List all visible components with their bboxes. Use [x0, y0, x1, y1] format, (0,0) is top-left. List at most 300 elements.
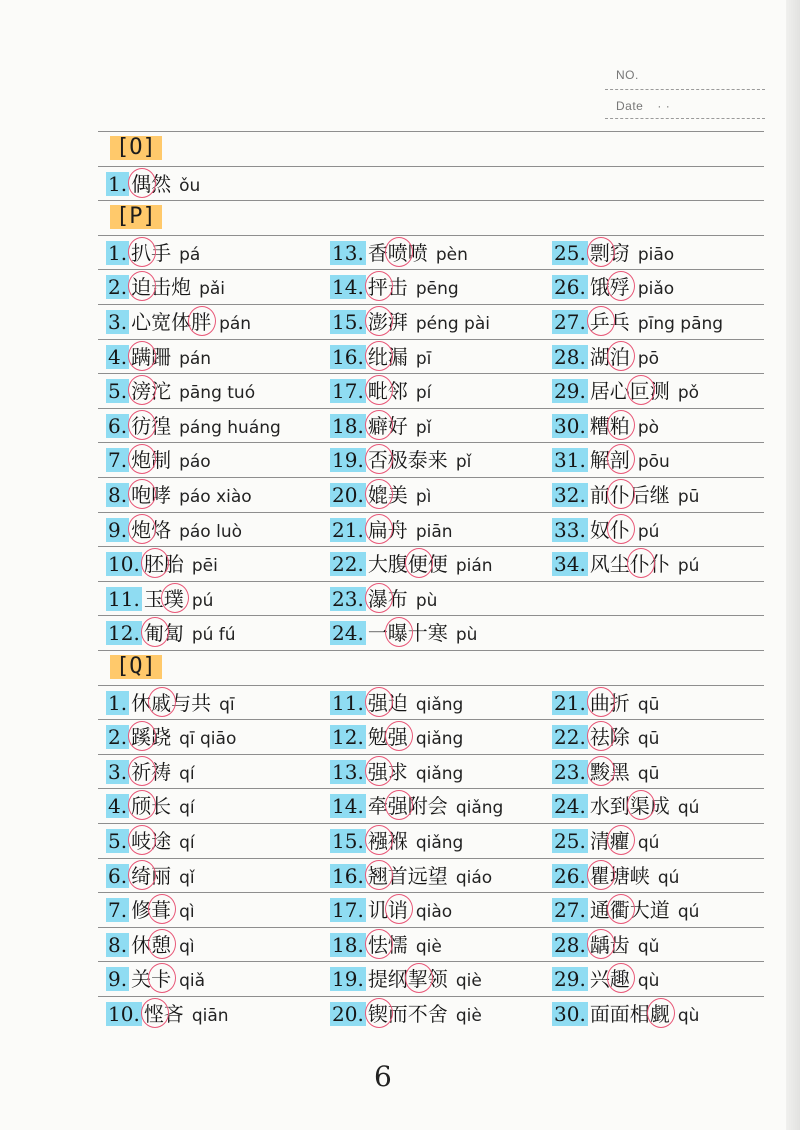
entry-number: 2.: [108, 275, 128, 300]
entry-number: 24.: [332, 621, 364, 646]
entry-pinyin: pǎi: [199, 279, 226, 300]
entry-word: 提纲挈领: [367, 967, 448, 992]
ruled-line: [98, 996, 764, 997]
vocab-entry: [552, 932, 659, 960]
ruled-line: [98, 719, 764, 720]
entry-pinyin: qiè: [455, 1006, 482, 1026]
highlight-circle: [607, 341, 635, 371]
page-edge: [786, 0, 800, 1130]
entry-pinyin: qiè: [415, 936, 442, 957]
entry-word: 居心叵测: [589, 379, 670, 404]
highlight-circle: [587, 721, 615, 751]
ruled-line: [98, 200, 764, 201]
entry-number: 30.: [554, 413, 586, 438]
entry-number: 17.: [332, 379, 364, 404]
ruled-line: [98, 754, 764, 755]
entry-word: 风尘仆仆: [589, 552, 670, 577]
highlight-circle: [385, 894, 413, 924]
ruled-line: [98, 235, 764, 236]
entry-word: 龋齿: [589, 932, 630, 957]
entry-number: 12.: [108, 621, 140, 646]
vocab-entry: [552, 690, 659, 718]
entry-number: 25.: [554, 829, 586, 853]
highlight-circle: [365, 375, 393, 405]
vocab-entry: [106, 690, 235, 718]
ruled-line: [98, 512, 764, 513]
highlight-circle: [607, 825, 635, 855]
highlight-circle: [607, 444, 635, 474]
entry-number: 15.: [332, 829, 364, 853]
vocab-entry: [552, 413, 659, 441]
entry-pinyin: qū: [637, 763, 660, 784]
vocab-entry: [106, 620, 236, 648]
highlight-circle: [607, 514, 635, 544]
entry-word: 祈祷: [131, 759, 172, 784]
highlight-circle: [365, 756, 393, 786]
vocab-entry: [330, 932, 442, 960]
entry-pinyin: qí: [179, 763, 195, 784]
highlight-circle: [148, 963, 176, 993]
entry-pinyin: qiǎng: [415, 763, 464, 784]
highlight-circle: [587, 306, 615, 336]
entry-number: 16.: [332, 863, 364, 888]
vocab-entry: [330, 517, 453, 545]
vocab-entry: [552, 828, 659, 856]
entry-word: 休憩: [131, 932, 172, 957]
entry-pinyin: qí: [179, 798, 195, 819]
entry-pinyin: qiǎng: [415, 729, 464, 750]
entry-pinyin: pì: [415, 487, 432, 507]
entry-number: 27.: [554, 310, 586, 334]
vocab-entry: [552, 309, 723, 337]
highlight-circle: [587, 860, 615, 890]
entry-word: 怯懦: [367, 932, 408, 957]
entry-word: 胚胎: [143, 552, 184, 577]
ruled-line: [98, 339, 764, 340]
entry-word: 前仆后继: [589, 483, 670, 507]
header-date-label: Date · ·: [616, 99, 671, 113]
entry-pinyin: qù: [637, 971, 660, 992]
ruled-line: [98, 581, 764, 582]
entry-number: 1.: [108, 240, 128, 265]
ruled-line: [98, 650, 764, 651]
entry-pinyin: piāo: [637, 244, 675, 265]
entry-pinyin: pián: [455, 556, 493, 577]
entry-word: 锲而不舍: [367, 1002, 448, 1026]
entry-pinyin: ǒu: [179, 175, 201, 196]
entry-pinyin: qì: [179, 902, 195, 923]
entry-pinyin: pī: [415, 348, 432, 369]
entry-pinyin: qī: [219, 694, 235, 715]
entry-word: 瀑布: [367, 586, 408, 611]
vocab-entry: [106, 551, 218, 579]
vocab-entry: [106, 344, 211, 372]
entry-word: 扒手: [131, 240, 172, 265]
entry-number: 29.: [554, 967, 586, 992]
highlight-circle: [128, 756, 156, 786]
highlight-circle: [627, 548, 655, 578]
ruled-line: [98, 166, 764, 167]
vocab-entry: [106, 828, 195, 856]
highlight-circle: [128, 825, 156, 855]
ruled-line: [98, 823, 764, 824]
vocab-entry: [330, 309, 490, 337]
entry-pinyin: qí: [179, 833, 195, 853]
highlight-circle: [128, 168, 156, 198]
entry-number: 7.: [108, 898, 128, 923]
highlight-circle: [128, 514, 156, 544]
entry-number: 21.: [332, 517, 364, 542]
highlight-circle: [365, 825, 393, 855]
highlight-circle: [607, 894, 635, 924]
entry-number: 4.: [108, 794, 128, 819]
ruled-line: [98, 477, 764, 478]
entry-number: 18.: [332, 413, 364, 438]
entry-number: 1.: [108, 171, 128, 196]
entry-pinyin: pú: [677, 556, 700, 577]
vocab-entry: [106, 171, 200, 199]
entry-word: 强求: [367, 759, 408, 784]
vocab-entry: [330, 413, 431, 441]
entry-word: 否极泰来: [367, 448, 448, 473]
entry-pinyin: pū: [677, 487, 700, 507]
entry-number: 29.: [554, 379, 586, 404]
highlight-circle: [128, 341, 156, 371]
vocab-entry: [106, 586, 213, 614]
vocab-entry: [330, 863, 492, 891]
entry-number: 15.: [332, 310, 364, 334]
entry-pinyin: pú: [191, 590, 214, 611]
entry-word: 湖泊: [589, 344, 630, 369]
highlight-circle: [188, 306, 216, 336]
vocab-entry: [552, 447, 670, 475]
ruled-line: [98, 304, 764, 305]
entry-pinyin: pōu: [637, 452, 670, 473]
page-number: 6: [374, 1060, 392, 1093]
vocab-entry: [552, 1001, 699, 1029]
entry-word: 黢黑: [589, 759, 630, 784]
vocab-entry: [330, 482, 431, 510]
entry-word: 修葺: [131, 898, 172, 923]
entry-number: 3.: [108, 759, 128, 784]
entry-word: 心宽体胖: [131, 310, 212, 334]
entry-word: 牵强附会: [367, 794, 448, 819]
highlight-circle: [365, 341, 393, 371]
entry-pinyin: pō: [637, 348, 660, 369]
entry-word: 休戚与共: [131, 690, 212, 715]
highlight-circle: [587, 929, 615, 959]
entry-number: 5.: [108, 379, 128, 404]
highlight-circle: [148, 894, 176, 924]
header-no-rule: [605, 89, 765, 90]
ruled-line: [98, 961, 764, 962]
vocab-entry: [552, 517, 659, 545]
vocab-entry: [106, 724, 236, 752]
entry-word: 关卡: [131, 967, 172, 992]
entry-pinyin: qú: [677, 902, 700, 923]
entry-word: 讥诮: [367, 898, 408, 923]
entry-word: 解剖: [589, 448, 630, 473]
entry-pinyin: qú: [677, 798, 700, 819]
entry-number: 26.: [554, 275, 586, 300]
entry-number: 16.: [332, 344, 364, 369]
entry-word: 祛除: [589, 725, 630, 750]
highlight-circle: [141, 998, 169, 1028]
entry-number: 20.: [332, 1002, 364, 1026]
highlight-circle: [365, 687, 393, 717]
highlight-circle: [128, 410, 156, 440]
entry-word: 迫击炮: [131, 275, 192, 300]
ruled-line: [98, 408, 764, 409]
entry-number: 23.: [332, 586, 364, 611]
entry-word: 通衢大道: [589, 898, 670, 923]
entry-pinyin: qiǎng: [415, 833, 464, 853]
vocab-entry: [106, 863, 195, 891]
vocab-entry: [106, 447, 211, 475]
entry-word: 彷徨: [131, 413, 172, 438]
vocab-entry: [330, 724, 463, 752]
vocab-entry: [552, 863, 679, 891]
entry-pinyin: pǐ: [415, 417, 432, 438]
entry-word: 偶然: [131, 171, 172, 196]
entry-pinyin: qì: [179, 936, 195, 957]
vocab-entry: [330, 1001, 482, 1029]
highlight-circle: [141, 548, 169, 578]
vocab-entry: [106, 517, 242, 545]
entry-pinyin: qī qiāo: [179, 729, 237, 750]
entry-number: 32.: [554, 483, 586, 507]
entry-pinyin: pù: [415, 590, 438, 611]
entry-number: 11.: [108, 586, 140, 611]
entry-pinyin: qiáo: [455, 867, 493, 888]
vocab-entry: [330, 551, 493, 579]
header-date-rule: [605, 118, 765, 119]
vocab-entry: [106, 482, 252, 510]
entry-pinyin: qū: [637, 694, 660, 715]
entry-number: 18.: [332, 932, 364, 957]
entry-pinyin: qiè: [455, 971, 482, 992]
entry-number: 13.: [332, 759, 364, 784]
highlight-circle: [385, 237, 413, 267]
entry-number: 34.: [554, 552, 586, 577]
entry-number: 21.: [554, 690, 586, 715]
ruled-line: [98, 685, 764, 686]
entry-word: 剽窃: [589, 240, 630, 265]
vocab-entry: [552, 344, 659, 372]
vocab-entry: [330, 897, 452, 925]
vocab-entry: [552, 966, 659, 994]
entry-number: 31.: [554, 448, 586, 473]
highlight-circle: [365, 998, 393, 1028]
entry-number: 5.: [108, 829, 128, 853]
entry-number: 13.: [332, 240, 364, 265]
highlight-circle: [148, 929, 176, 959]
highlight-circle: [587, 237, 615, 267]
entry-word: 颀长: [131, 794, 172, 819]
ruled-line: [98, 788, 764, 789]
entry-word: 蹒跚: [131, 344, 172, 369]
entry-number: 2.: [108, 725, 128, 750]
entry-pinyin: pāng tuó: [179, 383, 256, 404]
ruled-line: [98, 927, 764, 928]
highlight-circle: [607, 410, 635, 440]
entry-word: 糟粕: [589, 413, 630, 438]
highlight-circle: [128, 375, 156, 405]
entry-number: 14.: [332, 275, 364, 300]
entry-word: 乒乓: [589, 310, 630, 334]
entry-pinyin: qiān: [191, 1006, 229, 1026]
vocab-entry: [552, 724, 659, 752]
entry-number: 22.: [554, 725, 586, 750]
highlight-circle: [128, 479, 156, 509]
vocab-entry: [106, 413, 281, 441]
entry-word: 襁褓: [367, 829, 408, 853]
entry-pinyin: qiǎ: [179, 971, 206, 992]
highlight-circle: [128, 860, 156, 890]
vocab-entry: [106, 966, 205, 994]
ruled-line: [98, 442, 764, 443]
highlight-circle: [607, 479, 635, 509]
vocab-entry: [330, 344, 431, 372]
entry-pinyin: pí: [415, 383, 432, 404]
vocab-entry: [330, 447, 471, 475]
entry-word: 炮烙: [131, 517, 172, 542]
vocab-entry: [552, 551, 699, 579]
entry-pinyin: pú fú: [191, 625, 236, 646]
highlight-circle: [607, 963, 635, 993]
highlight-circle: [365, 306, 393, 336]
vocab-entry: [552, 378, 699, 406]
vocab-entry: [552, 897, 699, 925]
entry-number: 12.: [332, 725, 364, 750]
vocab-entry: [106, 932, 195, 960]
entry-number: 30.: [554, 1002, 586, 1026]
entry-number: 4.: [108, 344, 128, 369]
ruled-line: [98, 373, 764, 374]
entry-word: 纰漏: [367, 344, 408, 369]
entry-pinyin: pǐ: [455, 452, 472, 473]
section-heading: [O]: [110, 136, 162, 160]
vocab-entry: [330, 966, 482, 994]
highlight-circle: [128, 237, 156, 267]
vocab-entry: [330, 378, 431, 406]
highlight-circle: [148, 687, 176, 717]
vocab-entry: [330, 759, 463, 787]
highlight-circle: [587, 687, 615, 717]
entry-pinyin: pò: [637, 417, 660, 438]
entry-word: 玉璞: [143, 586, 184, 611]
highlight-circle: [365, 583, 393, 613]
entry-number: 1.: [108, 690, 128, 715]
entry-word: 炮制: [131, 448, 172, 473]
vocab-entry: [106, 897, 195, 925]
entry-number: 8.: [108, 483, 128, 507]
entry-number: 14.: [332, 794, 364, 819]
entry-number: 19.: [332, 448, 364, 473]
vocab-entry: [330, 240, 468, 268]
highlight-circle: [365, 514, 393, 544]
entry-number: 28.: [554, 932, 586, 957]
entry-number: 25.: [554, 240, 586, 265]
vocab-entry: [552, 759, 659, 787]
entry-number: 20.: [332, 483, 364, 507]
entry-pinyin: pán: [219, 314, 252, 334]
entry-word: 兴趣: [589, 967, 630, 992]
vocab-entry: [106, 274, 225, 302]
entry-pinyin: qiǎng: [455, 798, 504, 819]
entry-word: 水到渠成: [589, 794, 670, 819]
entry-number: 26.: [554, 863, 586, 888]
entry-pinyin: pù: [455, 625, 478, 646]
vocab-entry: [106, 378, 255, 406]
entry-number: 11.: [332, 690, 364, 715]
vocab-entry: [106, 240, 200, 268]
entry-number: 27.: [554, 898, 586, 923]
entry-pinyin: páo luò: [179, 521, 243, 542]
entry-number: 9.: [108, 967, 128, 992]
entry-pinyin: pēi: [191, 556, 218, 577]
entry-word: 滂沱: [131, 379, 172, 404]
entry-word: 毗邻: [367, 379, 408, 404]
entry-word: 瞿塘峡: [589, 863, 650, 888]
entry-word: 抨击: [367, 275, 408, 300]
entry-pinyin: piǎo: [637, 279, 675, 300]
ruled-line: [98, 546, 764, 547]
entry-word: 曲折: [589, 690, 630, 715]
entry-pinyin: qú: [657, 867, 680, 888]
entry-number: 28.: [554, 344, 586, 369]
vocab-entry: [330, 620, 477, 648]
entry-number: 9.: [108, 517, 128, 542]
entry-word: 面面相觑: [589, 1002, 670, 1026]
highlight-circle: [365, 410, 393, 440]
highlight-circle: [587, 756, 615, 786]
entry-number: 33.: [554, 517, 586, 542]
entry-word: 匍匐: [143, 621, 184, 646]
entry-pinyin: qù: [677, 1006, 700, 1026]
entry-number: 10.: [108, 552, 140, 577]
entry-pinyin: páo: [179, 452, 211, 473]
entry-pinyin: pá: [179, 244, 201, 265]
entry-number: 10.: [108, 1002, 140, 1026]
vocab-entry: [106, 759, 195, 787]
ruled-line: [98, 615, 764, 616]
entry-word: 强迫: [367, 690, 408, 715]
entry-pinyin: qiào: [415, 902, 453, 923]
entry-word: 咆哮: [131, 483, 172, 507]
highlight-circle: [627, 375, 655, 405]
entry-word: 癖好: [367, 413, 408, 438]
highlight-circle: [365, 929, 393, 959]
vocab-entry: [106, 309, 251, 337]
entry-number: 6.: [108, 413, 128, 438]
highlight-circle: [607, 271, 635, 301]
entry-word: 扁舟: [367, 517, 408, 542]
entry-pinyin: qū: [637, 729, 660, 750]
entry-word: 饿殍: [589, 275, 630, 300]
section-heading: [Q]: [110, 655, 162, 679]
vocab-entry: [330, 274, 459, 302]
entry-word: 绮丽: [131, 863, 172, 888]
entry-word: 清癯: [589, 829, 630, 853]
entry-word: 媲美: [367, 483, 408, 507]
entry-word: 蹊跷: [131, 725, 172, 750]
entry-pinyin: qú: [637, 833, 660, 853]
vocab-entry: [552, 482, 699, 510]
entry-pinyin: páng huáng: [179, 417, 281, 438]
ruled-line: [98, 858, 764, 859]
vocab-entry: [330, 793, 503, 821]
